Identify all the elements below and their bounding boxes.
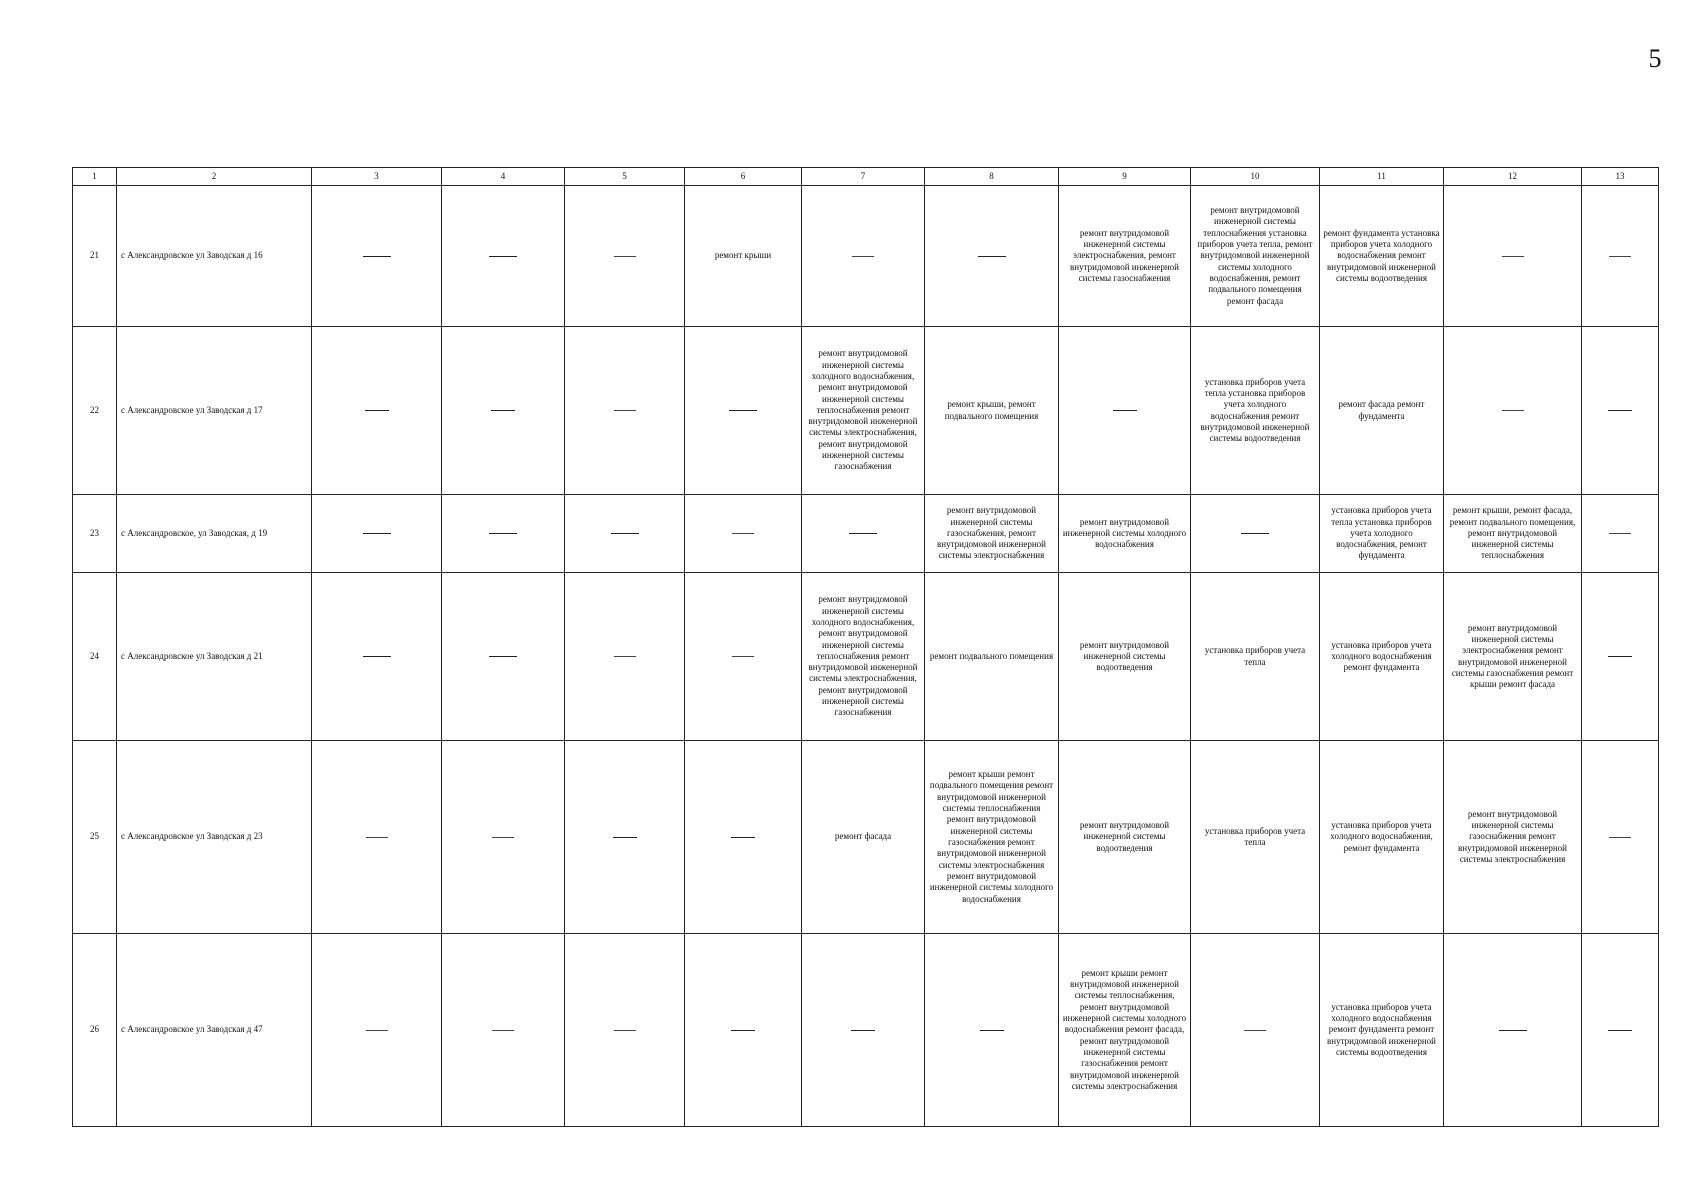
dash-cell bbox=[1582, 186, 1659, 327]
dash-mark bbox=[365, 410, 389, 411]
work-cell: ремонт внутридомовой инженерной системы электроснабжения, ремонт внутридомовой инженерной системы газоснабжения bbox=[1059, 186, 1191, 327]
dash-cell bbox=[685, 741, 802, 934]
work-cell: установка приборов учета холодного водоснабжения ремонт фундамента ремонт внутридомовой инженерной системы водоотведения bbox=[1320, 934, 1444, 1127]
dash-mark bbox=[1113, 410, 1137, 411]
dash-cell bbox=[312, 573, 442, 741]
dash-cell bbox=[1582, 741, 1659, 934]
row-number: 22 bbox=[73, 327, 117, 495]
dash-cell bbox=[802, 934, 925, 1127]
dash-cell bbox=[925, 186, 1059, 327]
dash-mark bbox=[363, 656, 391, 657]
repair-schedule-table bbox=[72, 167, 1659, 1127]
dash-mark bbox=[492, 837, 514, 838]
table-header-row bbox=[73, 168, 1659, 186]
dash-mark bbox=[489, 533, 517, 534]
dash-mark bbox=[731, 837, 755, 838]
dash-cell bbox=[1582, 573, 1659, 741]
dash-mark bbox=[491, 410, 515, 411]
dash-cell bbox=[565, 327, 685, 495]
dash-mark bbox=[1502, 410, 1524, 411]
address-cell: с Александровское ул Заводская д 17 bbox=[117, 327, 312, 495]
table-row bbox=[73, 573, 1659, 741]
dash-cell bbox=[1444, 186, 1582, 327]
row-number: 26 bbox=[73, 934, 117, 1127]
dash-cell bbox=[802, 495, 925, 573]
dash-cell bbox=[565, 573, 685, 741]
dash-mark bbox=[731, 1030, 755, 1031]
dash-cell bbox=[1444, 327, 1582, 495]
dash-mark bbox=[852, 256, 874, 257]
header-cell: 13 bbox=[1582, 168, 1659, 186]
dash-cell bbox=[312, 741, 442, 934]
address-cell: с Александровское, ул Заводская, д 19 bbox=[117, 495, 312, 573]
dash-mark bbox=[978, 256, 1006, 257]
dash-cell bbox=[685, 934, 802, 1127]
dash-cell bbox=[802, 186, 925, 327]
dash-mark bbox=[614, 1030, 636, 1031]
row-number: 24 bbox=[73, 573, 117, 741]
dash-mark bbox=[732, 533, 754, 534]
dash-mark bbox=[366, 1030, 388, 1031]
address-cell: с Александровское ул Заводская д 16 bbox=[117, 186, 312, 327]
work-cell: ремонт внутридомовой инженерной системы холодного водоснабжения bbox=[1059, 495, 1191, 573]
dash-mark bbox=[614, 656, 636, 657]
dash-mark bbox=[732, 656, 754, 657]
dash-mark bbox=[614, 410, 636, 411]
dash-mark bbox=[1609, 256, 1631, 257]
work-cell: ремонт фасада bbox=[802, 741, 925, 934]
dash-mark bbox=[492, 1030, 514, 1031]
row-number: 25 bbox=[73, 741, 117, 934]
dash-cell bbox=[565, 495, 685, 573]
header-cell: 1 bbox=[73, 168, 117, 186]
row-number: 23 bbox=[73, 495, 117, 573]
table-row bbox=[73, 934, 1659, 1127]
dash-mark bbox=[1241, 533, 1269, 534]
address-cell: с Александровское ул Заводская д 47 bbox=[117, 934, 312, 1127]
header-cell: 10 bbox=[1191, 168, 1320, 186]
dash-mark bbox=[489, 656, 517, 657]
table-row bbox=[73, 327, 1659, 495]
dash-mark bbox=[1608, 410, 1632, 411]
header-cell: 5 bbox=[565, 168, 685, 186]
dash-cell bbox=[312, 934, 442, 1127]
dash-cell bbox=[442, 573, 565, 741]
dash-mark bbox=[1608, 1030, 1632, 1031]
work-cell: установка приборов учета тепла bbox=[1191, 741, 1320, 934]
dash-cell bbox=[1582, 934, 1659, 1127]
dash-mark bbox=[363, 533, 391, 534]
work-cell: ремонт внутридомовой инженерной системы электроснабжения ремонт внутридомовой инженерной системы газоснабжения ремонт крыши ремонт фасада bbox=[1444, 573, 1582, 741]
dash-cell bbox=[565, 934, 685, 1127]
table-row bbox=[73, 186, 1659, 327]
dash-cell bbox=[1191, 934, 1320, 1127]
dash-mark bbox=[614, 256, 636, 257]
dash-mark bbox=[489, 256, 517, 257]
header-cell: 12 bbox=[1444, 168, 1582, 186]
dash-mark bbox=[1608, 656, 1632, 657]
dash-mark bbox=[729, 410, 757, 411]
dash-cell bbox=[312, 327, 442, 495]
dash-mark bbox=[1609, 533, 1631, 534]
dash-cell bbox=[442, 186, 565, 327]
dash-cell bbox=[312, 495, 442, 573]
dash-cell bbox=[1191, 495, 1320, 573]
work-cell: ремонт внутридомовой инженерной системы водоотведения bbox=[1059, 573, 1191, 741]
work-cell: ремонт фасада ремонт фундамента bbox=[1320, 327, 1444, 495]
dash-cell bbox=[1444, 934, 1582, 1127]
dash-cell bbox=[685, 495, 802, 573]
dash-cell bbox=[1582, 327, 1659, 495]
work-cell: ремонт внутридомовой инженерной системы холодного водоснабжения, ремонт внутридомовой инженерной системы теплоснабжения ремонт внутридомовой инженерной системы электроснабжения, ремонт внутридомовой инженерной системы газоснабжения bbox=[802, 573, 925, 741]
dash-cell bbox=[1059, 327, 1191, 495]
dash-cell bbox=[565, 186, 685, 327]
work-cell: установка приборов учета тепла установка приборов учета холодного водоснабжения, ремонт фундамента bbox=[1320, 495, 1444, 573]
header-cell: 11 bbox=[1320, 168, 1444, 186]
work-cell: установка приборов учета тепла установка приборов учета холодного водоснабжения ремонт внутридомовой инженерной системы водоотведения bbox=[1191, 327, 1320, 495]
dash-cell bbox=[442, 495, 565, 573]
dash-cell bbox=[685, 573, 802, 741]
dash-mark bbox=[849, 533, 877, 534]
dash-mark bbox=[1244, 1030, 1266, 1031]
dash-mark bbox=[851, 1030, 875, 1031]
dash-cell bbox=[565, 741, 685, 934]
table-row bbox=[73, 495, 1659, 573]
work-cell: ремонт подвального помещения bbox=[925, 573, 1059, 741]
header-cell: 2 bbox=[117, 168, 312, 186]
work-cell: установка приборов учета холодного водоснабжения ремонт фундамента bbox=[1320, 573, 1444, 741]
header-cell: 6 bbox=[685, 168, 802, 186]
work-cell: ремонт фундамента установка приборов учета холодного водоснабжения ремонт внутридомовой инженерной системы водоотведения bbox=[1320, 186, 1444, 327]
page-number: 5 bbox=[1648, 44, 1662, 73]
work-cell: ремонт крыши ремонт подвального помещения ремонт внутридомовой инженерной системы теплоснабжения ремонт внутридомовой инженерной системы газоснабжения ремонт внутридомовой инженерной системы электроснабжения ремонт внутридомовой инженерной системы холодного водоснабжения bbox=[925, 741, 1059, 934]
work-cell: ремонт крыши, ремонт фасада, ремонт подвального помещения, ремонт внутридомовой инженерной системы теплоснабжения bbox=[1444, 495, 1582, 573]
header-cell: 4 bbox=[442, 168, 565, 186]
work-cell: ремонт внутридомовой инженерной системы газоснабжения ремонт внутридомовой инженерной системы электроснабжения bbox=[1444, 741, 1582, 934]
work-cell: ремонт крыши ремонт внутридомовой инженерной системы теплоснабжения, ремонт внутридомовой инженерной системы холодного водоснабжения ремонт фасада, ремонт внутридомовой инженерной системы газоснабжения ремонт внутридомовой инженерной системы электроснабжения bbox=[1059, 934, 1191, 1127]
work-cell: ремонт крыши, ремонт подвального помещения bbox=[925, 327, 1059, 495]
dash-cell bbox=[1582, 495, 1659, 573]
work-cell: ремонт внутридомовой инженерной системы водоотведения bbox=[1059, 741, 1191, 934]
header-cell: 9 bbox=[1059, 168, 1191, 186]
row-number: 21 bbox=[73, 186, 117, 327]
dash-cell bbox=[442, 741, 565, 934]
header-cell: 8 bbox=[925, 168, 1059, 186]
dash-mark bbox=[1609, 837, 1631, 838]
address-cell: с Александровское ул Заводская д 23 bbox=[117, 741, 312, 934]
dash-mark bbox=[611, 533, 639, 534]
dash-mark bbox=[1502, 256, 1524, 257]
dash-mark bbox=[363, 256, 391, 257]
work-cell: ремонт внутридомовой инженерной системы газоснабжения, ремонт внутридомовой инженерной системы электроснабжения bbox=[925, 495, 1059, 573]
header-cell: 3 bbox=[312, 168, 442, 186]
dash-cell bbox=[312, 186, 442, 327]
dash-cell bbox=[442, 327, 565, 495]
work-cell: ремонт крыши bbox=[685, 186, 802, 327]
table-row bbox=[73, 741, 1659, 934]
dash-cell bbox=[925, 934, 1059, 1127]
work-cell: ремонт внутридомовой инженерной системы холодного водоснабжения, ремонт внутридомовой инженерной системы теплоснабжения ремонт внутридомовой инженерной системы электроснабжения, ремонт внутридомовой инженерной системы газоснабжения bbox=[802, 327, 925, 495]
work-cell: ремонт внутридомовой инженерной системы теплоснабжения установка приборов учета тепла, ремонт внутридомовой инженерной системы холодного водоснабжения, ремонт подвального помещения ремонт фасада bbox=[1191, 186, 1320, 327]
dash-mark bbox=[366, 837, 388, 838]
dash-mark bbox=[613, 837, 637, 838]
work-cell: установка приборов учета холодного водоснабжения, ремонт фундамента bbox=[1320, 741, 1444, 934]
dash-mark bbox=[980, 1030, 1004, 1031]
dash-mark bbox=[1499, 1030, 1527, 1031]
dash-cell bbox=[442, 934, 565, 1127]
address-cell: с Александровское ул Заводская д 21 bbox=[117, 573, 312, 741]
work-cell: установка приборов учета тепла bbox=[1191, 573, 1320, 741]
header-cell: 7 bbox=[802, 168, 925, 186]
dash-cell bbox=[685, 327, 802, 495]
